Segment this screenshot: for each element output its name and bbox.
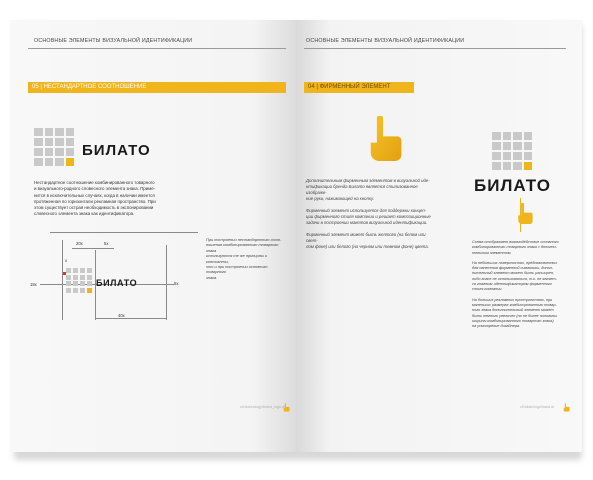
right-body-text: Дополнительным фирменным элементом в визуальной иде- нтификации бренда Билато является стилизованное изображе- ние руки, нажимающей на кнопку. Фирменный элемент используется для поддержки концеп- ции фирменного стиля компании и решает композиционные задачи в построении макетов визуальной идентификации. Фирменный элемент может быть желтого (на белом или свет- лом фоне) или белого (на черном или темном фоне) цвета. bbox=[306, 178, 431, 249]
left-page-header: ОСНОВНЫЕ ЭЛЕМЕНТЫ ВИЗУАЛЬНОЙ ИДЕНТИФИКАЦИИ bbox=[34, 38, 193, 44]
dim-top-b: 5x bbox=[104, 241, 109, 246]
composition-hand-icon bbox=[514, 203, 534, 225]
right-footer: cif.bilato/logo/hand.ai bbox=[520, 405, 554, 409]
right-side-notes: Схема отображает взаимодействие основного комбинированного товарного знака с дополни- тельным элементом. На небольших поверхностях, предназначенных для нанесения фирменной символики, допол- нительный элемент может быть расширен, либо вовсе не использоваться, т.к. не являет- ся главным идентификатором фирменного стиля компании. На больших рекламных пространствах, при маленьких размерах комбинированного товар- ного знака дополнительный элемент может быть немного увеличен (но не более половины ширины комбинированного товарного знака) на усмотрение дизайнера. bbox=[472, 240, 559, 329]
dim-top-a: 20x bbox=[76, 241, 83, 246]
logo-wordmark: БИЛАТО bbox=[82, 142, 151, 159]
diagram-grid-mark bbox=[66, 268, 92, 293]
brand-hand-element bbox=[362, 116, 404, 163]
left-footer: cif.technology/brand_logo.ai bbox=[240, 405, 285, 409]
pointing-hand-icon bbox=[282, 403, 290, 412]
dim-x: x bbox=[65, 258, 68, 263]
dim-bottom: 40x bbox=[118, 313, 125, 318]
logo-grid-mark bbox=[34, 128, 74, 166]
left-side-note: При построении нестандартного соот- ношения комбинированного товарного знака используются те же принципы и константы, что и при построении основного товарного знака. bbox=[206, 237, 282, 280]
left-section-title: 05 | НЕСТАНДАРТНОЕ СООТНОШЕНИЕ bbox=[32, 84, 147, 90]
right-page-header: ОСНОВНЫЕ ЭЛЕМЕНТЫ ВИЗУАЛЬНОЙ ИДЕНТИФИКАЦИИ bbox=[306, 38, 465, 44]
right-header-rule bbox=[304, 48, 566, 49]
right-section-bar bbox=[304, 82, 414, 93]
pointing-hand-icon bbox=[562, 403, 570, 412]
right-section-title: 04 | ФИРМЕННЫЙ ЭЛЕМЕНТ bbox=[308, 84, 391, 90]
dim-right: 5x bbox=[174, 281, 179, 286]
left-body-paragraph: Нестандартное соотношение комбинированного товарного и визуального-родного словесного элемента знака. Приме- нится в исключительных случаях, когда в наличии имеется протяженная по горизонтали рекламная пространство. При этом существует острая необходимость в экспонировании словесного элемента знака как идентификатора. bbox=[34, 180, 156, 217]
right-logo-wordmark: БИЛАТО bbox=[474, 176, 551, 195]
diagram-wordmark: БИЛАТО bbox=[96, 278, 138, 288]
dim-left: 18x bbox=[30, 282, 37, 287]
right-logo-grid-mark bbox=[492, 132, 532, 170]
left-section-bar bbox=[28, 82, 286, 93]
left-header-rule bbox=[28, 48, 286, 49]
